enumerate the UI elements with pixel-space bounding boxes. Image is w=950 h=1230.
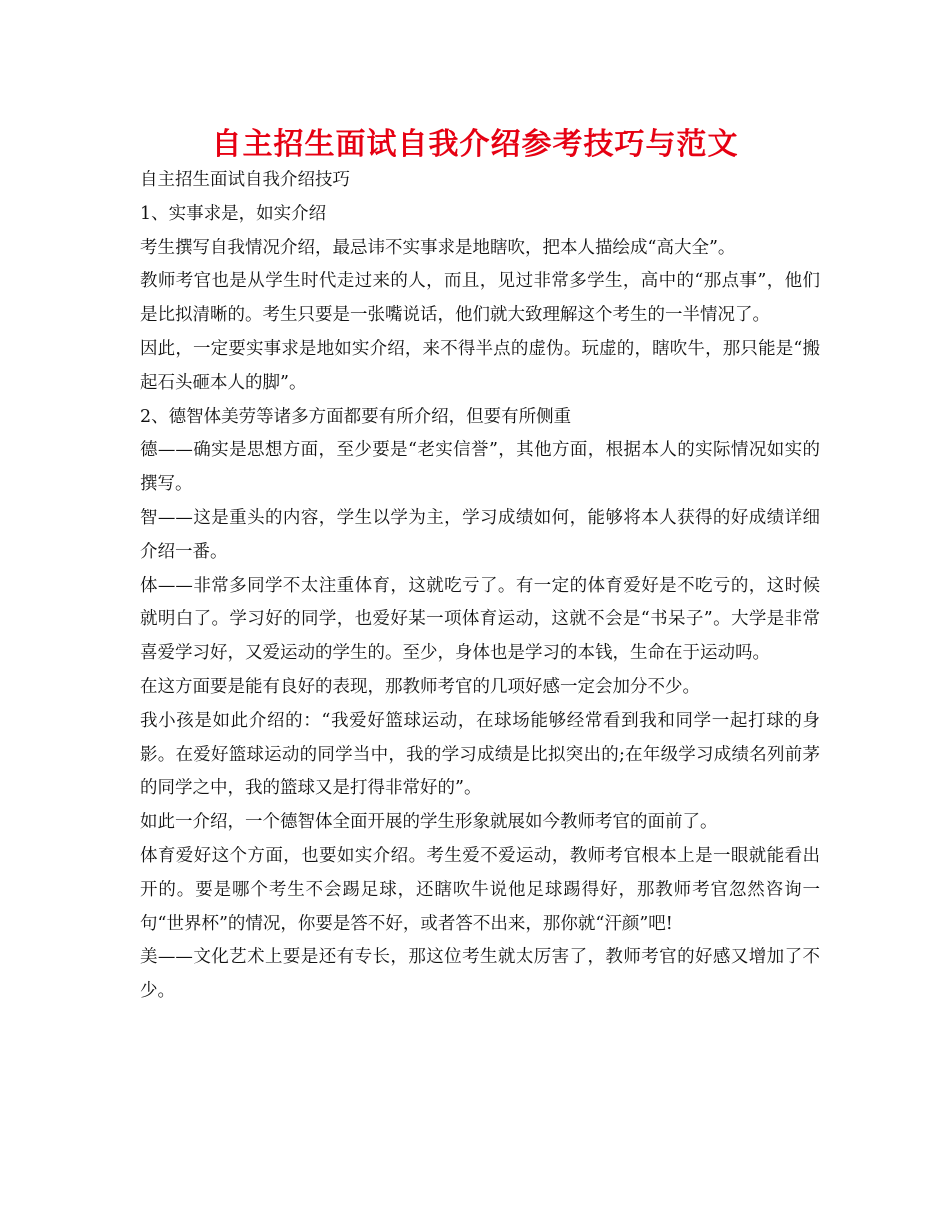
paragraph-example: 我小孩是如此介绍的：“我爱好篮球运动，在球场能够经常看到我和同学一起打球的身影。在爱好篮球运动的同学当中，我的学习成绩是比拟突出的;在年级学习成绩名列前茅的同学之中，我的篮球又是打得非常好的”。: [140, 710, 820, 799]
paragraph-physical: 体——非常多同学不太注重体育，这就吃亏了。有一定的体育爱好是不吃亏的，这时候就明白了。学习好的同学，也爱好某一项体育运动，这就不会是“书呆子”。大学是非常喜爱学习好，又爱运动的学生的。至少，身体也是学习的本钱，生命在于运动吗。: [140, 575, 820, 664]
document-title: 自主招生面试自我介绍参考技巧与范文: [211, 127, 739, 162]
paragraph: 教师考官也是从学生时代走过来的人，而且，见过非常多学生，高中的“那点事”，他们是比拟清晰的。考生只要是一张嘴说话，他们就大致理解这个考生的一半情况了。: [140, 271, 820, 326]
document-body: [140, 164, 820, 1009]
point-heading-2: 2、德智体美劳等诸多方面都要有所介绍，但要有所侧重: [140, 406, 572, 427]
paragraph: 考生撰写自我情况介绍，最忌讳不实事求是地瞎吹，把本人描绘成“高大全”。: [140, 237, 736, 258]
paragraph: 在这方面要是能有良好的表现，那教师考官的几项好感一定会加分不少。: [140, 676, 700, 697]
paragraph: 因此，一定要实事求是地如实介绍，来不得半点的虚伪。玩虚的，瞎吹牛，那只能是“搬起石头砸本人的脚”。: [140, 338, 820, 393]
section-heading: 自主招生面试自我介绍技巧: [140, 170, 350, 190]
paragraph-morality: 德——确实是思想方面，至少要是“老实信誉”，其他方面，根据本人的实际情况如实的撰写。: [140, 440, 820, 495]
point-heading-1: 1、实事求是，如实介绍: [140, 203, 327, 224]
paragraph-intellect: 智——这是重头的内容，学生以学为主，学习成绩如何，能够将本人获得的好成绩详细介绍一番。: [140, 507, 820, 562]
paragraph: 体育爱好这个方面，也要如实介绍。考生爱不爱运动，教师考官根本上是一眼就能看出开的。要是哪个考生不会踢足球，还瞎吹牛说他足球踢得好，那教师考官忽然咨询一句“世界杯”的情况，你要是答不好，或者答不出来，那你就“汗颜”吧!: [140, 845, 820, 934]
paragraph: 如此一介绍，一个德智体全面开展的学生形象就展如今教师考官的面前了。: [140, 812, 718, 833]
paragraph-aesthetics: 美——文化艺术上要是还有专长，那这位考生就太厉害了，教师考官的好感又增加了不少。: [140, 947, 820, 1002]
